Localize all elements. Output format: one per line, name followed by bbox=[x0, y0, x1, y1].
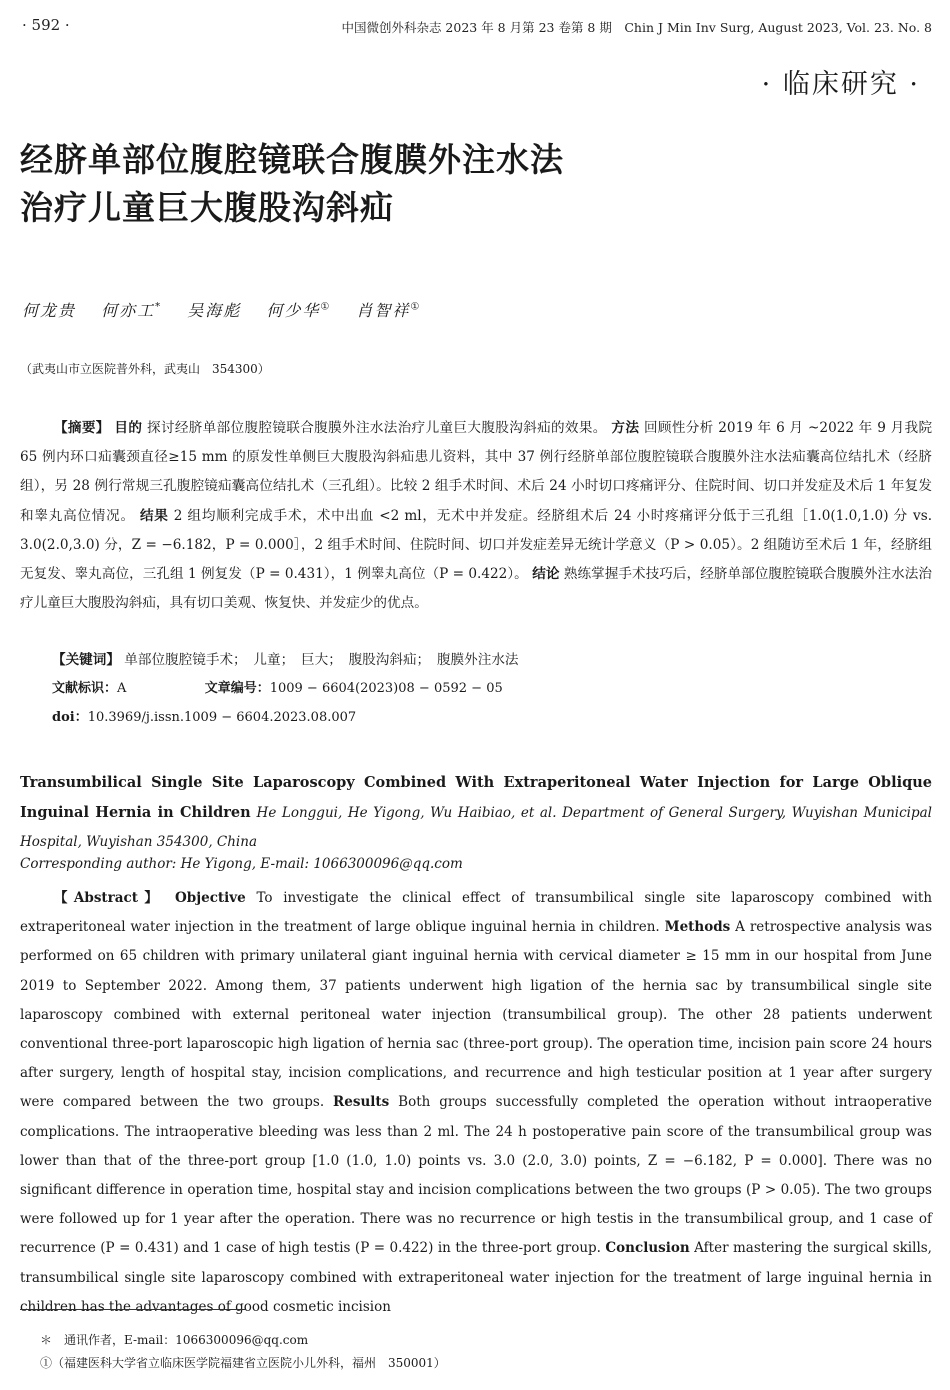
english-authors: He Longgui, He Yigong, Wu Haibiao, et al. Department of General Surgery, Wuyishan Municipal Hospital, Wuyishan 354300, China bbox=[20, 805, 932, 850]
section-label: · 临床研究 · bbox=[761, 69, 920, 100]
doi bbox=[52, 706, 356, 725]
journal-header: 中国微创外科杂志 2023 年 8 月第 23 卷第 8 期 Chin J Min Inv Surg, August 2023, Vol. 23. No. 8 bbox=[341, 20, 932, 35]
affiliation: （武夷山市立医院普外科，武夷山 354300） bbox=[20, 362, 270, 376]
methods-label: Methods bbox=[664, 919, 731, 936]
conclusion-text: After mastering the surgical skills, transumbilical single site laparoscopy combined with extraperitoneal water injection for the treatment of large inguinal hernia in children has the advantages of good cosmetic incision bbox=[20, 1240, 932, 1315]
objective-text: 探讨经脐单部位腹腔镜联合腹膜外注水法治疗儿童巨大腹股沟斜疝的效果。 bbox=[146, 420, 607, 436]
article-title bbox=[20, 136, 564, 232]
abstract-label: 【Abstract】 bbox=[54, 890, 165, 906]
objective-label: 目的 bbox=[114, 420, 143, 436]
keywords-text: 单部位腹腔镜手术； 儿童； 巨大； 腹股沟斜疝； 腹膜外注水法 bbox=[124, 652, 519, 668]
methods-text: 回顾性分析 2019 年 6 月 ~2022 年 9 月我院 65 例内环口疝囊颈直径≥15 mm 的原发性单侧巨大腹股沟斜疝患儿资料，其中 37 例行经脐单部位腹腔镜联合腹膜外注水法疝囊高位结扎术（经脐组），另 28 例行常规三孔腹腔镜疝囊高位结扎术（三孔组）。比较 2 组手术时间、术后 24 小时切口疼痛评分、住院时间、切口并发症及术后 1 年复发和睾丸高位情况。 bbox=[20, 420, 933, 524]
document-meta bbox=[52, 677, 503, 696]
article-no-label: 文章编号： bbox=[204, 681, 270, 696]
conclusion-label: 结论 bbox=[532, 566, 560, 583]
results-text: Both groups successfully completed the operation without intraoperative complications. The intraoperative bleeding was less than 2 ml. The 24 h postoperative pain score of the transumbilical group was lower than that of the three-port group [1.0 (1.0, 1.0) points vs. 3.0 (2.0, 3.0) points, Z = −6.182, P = 0.000]. There was no significant difference in operation time, hospital stay and incision complications between the two groups (P > 0.05). The two groups were followed up for 1 year after the operation. There was no recurrence or high testis in the transumbilical group, and 1 case of recurrence (P = 0.431) and 1 case of high testis (P = 0.422) in the three-port group. bbox=[20, 1094, 932, 1257]
author-mark: ① bbox=[320, 301, 332, 313]
abstract-label: 【摘要】 bbox=[54, 420, 110, 436]
footnote-affiliation: ①（福建医科大学省立临床医学院福建省立医院小儿外科，福州 350001） bbox=[40, 1356, 446, 1370]
footnote-rule bbox=[20, 1309, 246, 1310]
objective-label: Objective bbox=[175, 890, 246, 906]
keywords-label: 【关键词】 bbox=[52, 652, 120, 668]
author: 何少华① bbox=[266, 301, 332, 320]
author: 吴海彪 bbox=[187, 301, 242, 320]
english-abstract bbox=[20, 884, 932, 1322]
author: 何亦工* bbox=[101, 301, 163, 320]
author-list bbox=[22, 298, 439, 321]
doi-value: 10.3969/j.issn.1009 − 6604.2023.08.007 bbox=[87, 710, 357, 725]
chinese-abstract bbox=[20, 414, 932, 618]
author-mark: ① bbox=[410, 301, 422, 313]
conclusion-label: Conclusion bbox=[605, 1240, 690, 1257]
footnote-corresponding: ＊ 通讯作者，E-mail：1066300096@qq.com bbox=[40, 1333, 309, 1347]
objective-text: To investigate the clinical effect of transumbilical single site laparoscopy combined with extraperitoneal water injection in the treatment of large oblique inguinal hernia in children. bbox=[20, 890, 933, 936]
author: 肖智祥① bbox=[356, 301, 422, 320]
conclusion-text: 熟练掌握手术技巧后，经脐单部位腹腔镜联合腹膜外注水法治疗儿童巨大腹股沟斜疝，具有切口美观、恢复快、并发症少的优点。 bbox=[20, 566, 933, 612]
author: 何龙贵 bbox=[22, 301, 77, 320]
keywords bbox=[52, 648, 519, 668]
methods-text: A retrospective analysis was performed on 65 children with primary unilateral giant inguinal hernia with cervical diameter ≥ 15 mm in our hospital from June 2019 to September 2022. Among them, 37 patients underwent high ligation of the hernia sac by transumbilical single site laparoscopy combined with external peritoneal water injection (transumbilical group). The other 28 patients underwent conventional three-port laparoscopic high ligation of hernia sac (three-port group). The operation time, incision pain score 24 hours after surgery, length of hospital stay, incision complications, and recurrence and high testicular position at 1 year after surgery were compared between the two groups. bbox=[20, 919, 932, 1111]
author-mark: * bbox=[155, 301, 163, 313]
page-number: · 592 · bbox=[22, 16, 70, 34]
corresponding-author: Corresponding author: He Yigong, E-mail: 1066300096@qq.com bbox=[20, 856, 463, 872]
article-no: 1009 − 6604(2023)08 − 0592 − 05 bbox=[269, 681, 503, 696]
results-label: 结果 bbox=[139, 507, 169, 524]
results-label: Results bbox=[333, 1094, 390, 1111]
doc-code-label: 文献标识： bbox=[52, 681, 118, 696]
english-title-text: Transumbilical Single Site Laparoscopy Combined With Extraperitoneal Water Injection for Large Oblique Inguinal Hernia in Children bbox=[20, 774, 932, 821]
methods-label: 方法 bbox=[611, 420, 640, 436]
results-text: 2 组均顺利完成手术，术中出血 <2 ml，无术中并发症。经脐组术后 24 小时疼痛评分低于三孔组［1.0(1.0,1.0) 分 vs. 3.0(2.0,3.0) 分，Z = −6.182，P = 0.000］，2 组手术时间、住院时间、切口并发症差异无统计学意义（P > 0.05）。2 组随访至术后 1 年，经脐组无复发、睾丸高位，三孔组 1 例复发（P = 0.431），1 例睾丸高位（P = 0.422）。 bbox=[20, 507, 933, 583]
title-line-1: 经脐单部位腹腔镜联合腹膜外注水法 bbox=[20, 140, 564, 179]
title-line-2: 治疗儿童巨大腹股沟斜疝 bbox=[20, 188, 394, 227]
doi-label: doi： bbox=[52, 710, 88, 725]
doc-code: A bbox=[117, 681, 127, 696]
english-title bbox=[20, 768, 932, 857]
